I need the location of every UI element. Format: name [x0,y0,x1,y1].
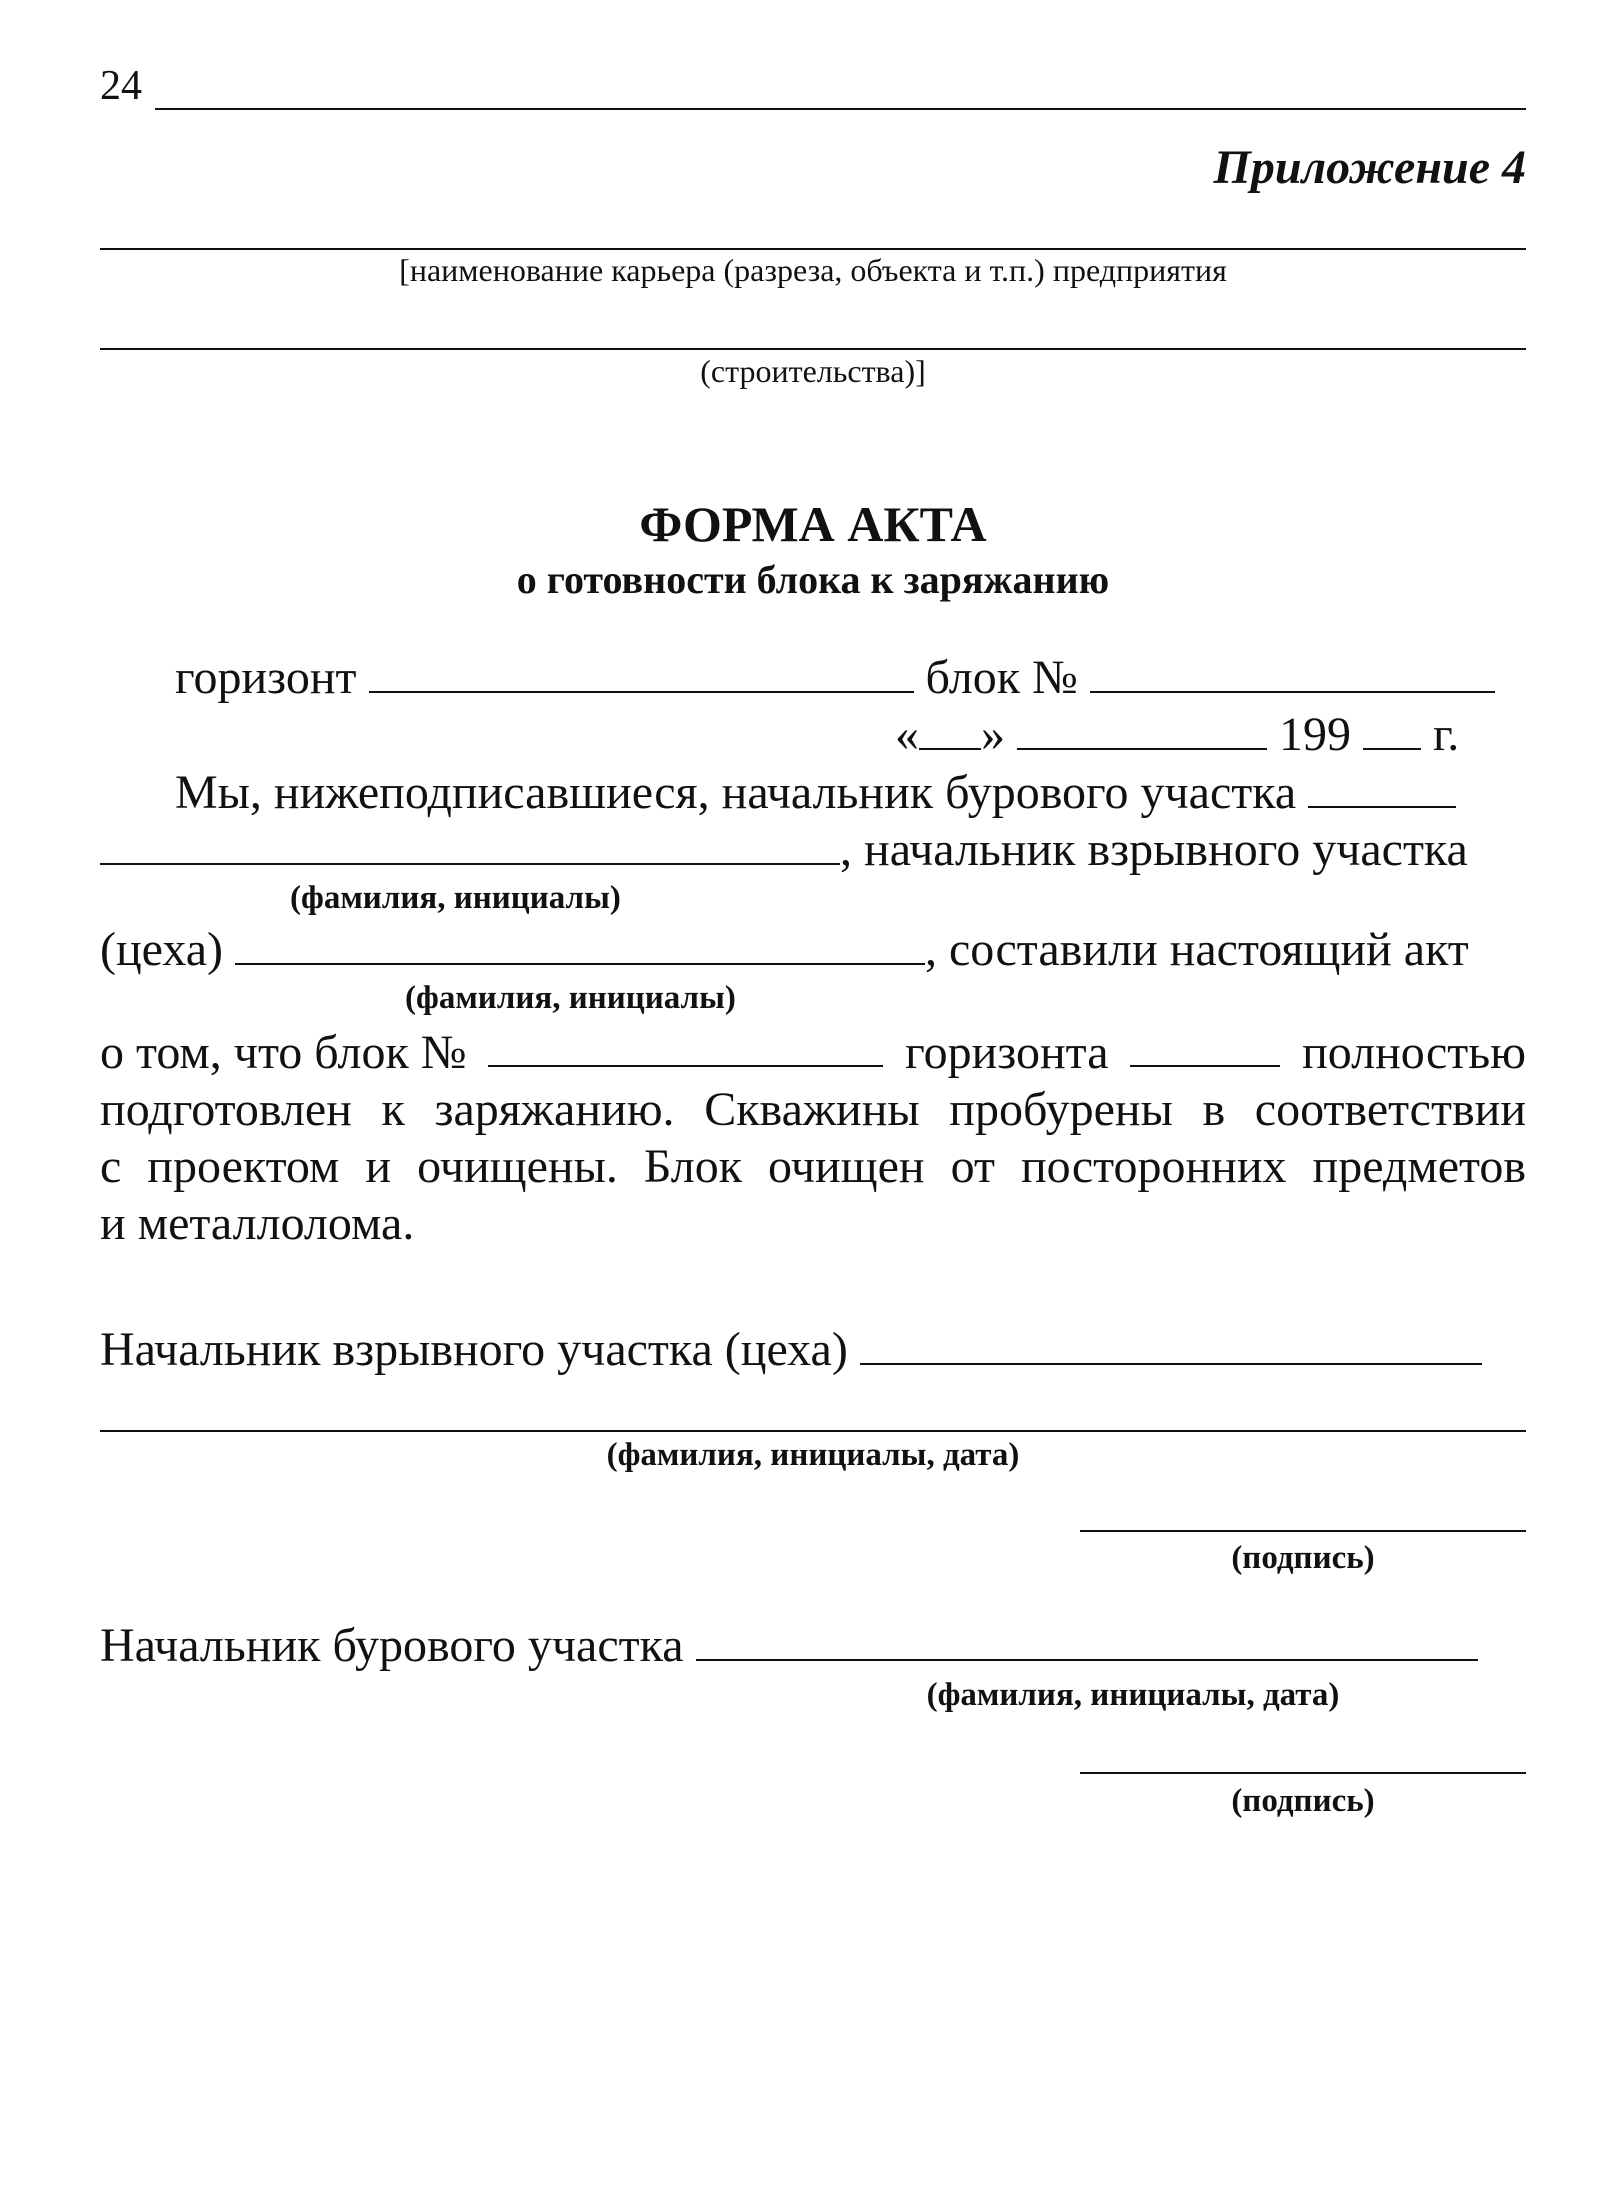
block-number-label: блок № [925,651,1078,704]
blast-chief-name-field[interactable] [235,923,925,965]
drill-chief-name-field[interactable] [100,823,840,865]
body-line-4: и металлолома. [100,1197,415,1250]
undersigned-text: Мы, нижеподписавшиеся, начальник бурового участка [175,766,1297,819]
drill-name-caption: (фамилия, инициалы, дата) [926,1677,1340,1713]
shop-row [100,922,1469,978]
blast-chief-text: , начальник взрывного участка [840,823,1468,876]
about-block-number-field[interactable] [488,1025,883,1067]
fully-label: полностью [1302,1026,1526,1079]
horizon-row [175,650,1495,706]
body-line-2: подготовлен к заряжанию. Скважины пробурены в соответствии [100,1083,1526,1136]
body-line-3: с проектом и очищены. Блок очищен от посторонних предметов [100,1140,1526,1193]
org-name-line-2 [100,348,1526,350]
form-subtitle: о готовности блока к заряжанию [516,557,1110,602]
shop-label: (цеха) [100,923,223,976]
drill-chief-signature-row [100,1618,1478,1674]
about-horizon-field[interactable] [1130,1025,1280,1067]
blast-name-caption: (фамилия, инициалы, дата) [606,1437,1020,1473]
horizon-field[interactable] [369,651,914,693]
blast-signature-line[interactable] [1080,1530,1526,1532]
drill-signature-line[interactable] [1080,1772,1526,1774]
compiled-text: , составили настоящий акт [925,923,1469,976]
of-horizon-label: горизонта [905,1026,1109,1079]
horizon-label: горизонт [175,651,357,704]
blast-chief-signature-name-field[interactable] [860,1323,1482,1365]
header-rule [155,108,1526,110]
page-number: 24 [100,63,142,109]
blast-chief-label: Начальник взрывного участка (цеха) [100,1323,848,1376]
blast-chief-row [100,822,1468,878]
name-caption-2: (фамилия, инициалы) [405,980,736,1016]
drill-signature-caption: (подпись) [1231,1783,1375,1819]
undersigned-row [175,765,1456,821]
about-block-label: о том, что блок № [100,1026,467,1079]
drill-chief-signature-name-field[interactable] [696,1619,1478,1661]
date-year-prefix: 199 [1279,708,1351,761]
form-title: ФОРМА АКТА [639,496,987,552]
date-row [895,707,1459,763]
drill-chief-name-field-start[interactable] [1308,766,1456,808]
blast-chief-signature-row [100,1322,1482,1378]
blast-chief-name-line[interactable] [100,1430,1526,1432]
appendix-label: Приложение 4 [1213,141,1526,194]
date-day-field[interactable] [919,708,981,750]
date-quote-close: » [981,708,1005,761]
drill-chief-label: Начальник бурового участка [100,1619,684,1672]
date-quote-open: « [895,708,919,761]
date-year-suffix: г. [1433,708,1460,761]
name-caption-1: (фамилия, инициалы) [290,880,621,916]
org-name-caption-1: [наименование карьера (разреза, объекта и т.п.) предприятия [399,252,1227,288]
block-number-field[interactable] [1090,651,1495,693]
org-name-caption-2: (строительства)] [700,353,926,389]
date-month-field[interactable] [1017,708,1267,750]
date-year-field[interactable] [1363,708,1421,750]
blast-signature-caption: (подпись) [1231,1540,1375,1576]
about-block-row [100,1025,1526,1081]
org-name-line-1 [100,248,1526,250]
